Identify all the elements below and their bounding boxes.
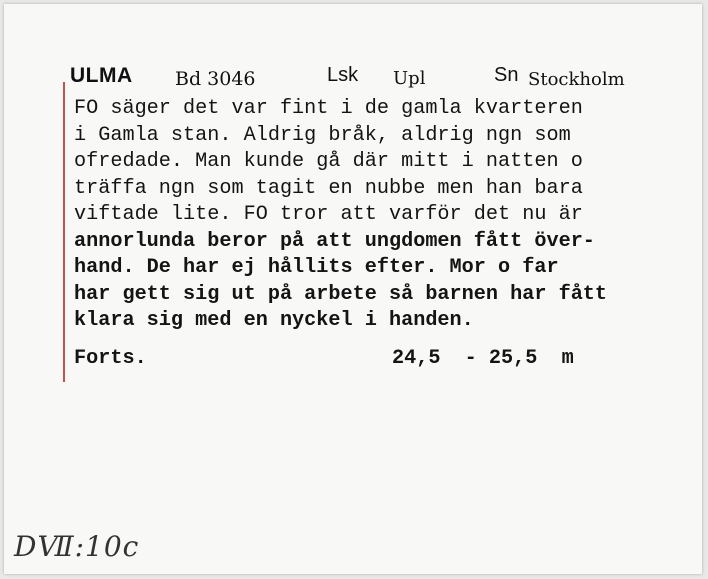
card-body (74, 96, 694, 335)
body-line: annorlunda beror på att ungdomen fått över- (74, 229, 595, 253)
card-header (70, 64, 670, 94)
body-line: ofredade. Man kunde gå där mitt i natten o (74, 150, 583, 173)
archive-name: ULMA (70, 64, 133, 87)
red-margin-line (63, 82, 65, 382)
landskap-value: Upl (393, 68, 426, 89)
index-card (4, 4, 702, 574)
body-line: FO säger det var fint i de gamla kvarteren (74, 97, 583, 120)
landskap-label: Lsk (327, 64, 359, 86)
body-line: viftade lite. FO tror att varför det nu är (74, 203, 583, 226)
socken-value: Stockholm (528, 69, 625, 90)
body-line: i Gamla stan. Aldrig bråk, aldrig ngn som (74, 123, 571, 147)
accession-number: Bd 3046 (175, 68, 256, 90)
socken-label: Sn (494, 64, 519, 86)
tape-range: 24,5 - 25,5 m (392, 347, 574, 370)
bleed-through-shadow (16, 414, 696, 514)
body-line: klara sig med en nyckel i handen. (74, 309, 474, 332)
body-line: har gett sig ut på arbete så barnen har fått (74, 282, 608, 306)
handwritten-shelfmark: DⅦ:10c (14, 530, 140, 563)
continued-label: Forts. (74, 347, 147, 370)
body-line: träffa ngn som tagit en nubbe men han bara (74, 176, 583, 200)
card-footer (74, 347, 694, 375)
body-line: hand. De har ej hållits efter. Mor o far (74, 256, 559, 279)
